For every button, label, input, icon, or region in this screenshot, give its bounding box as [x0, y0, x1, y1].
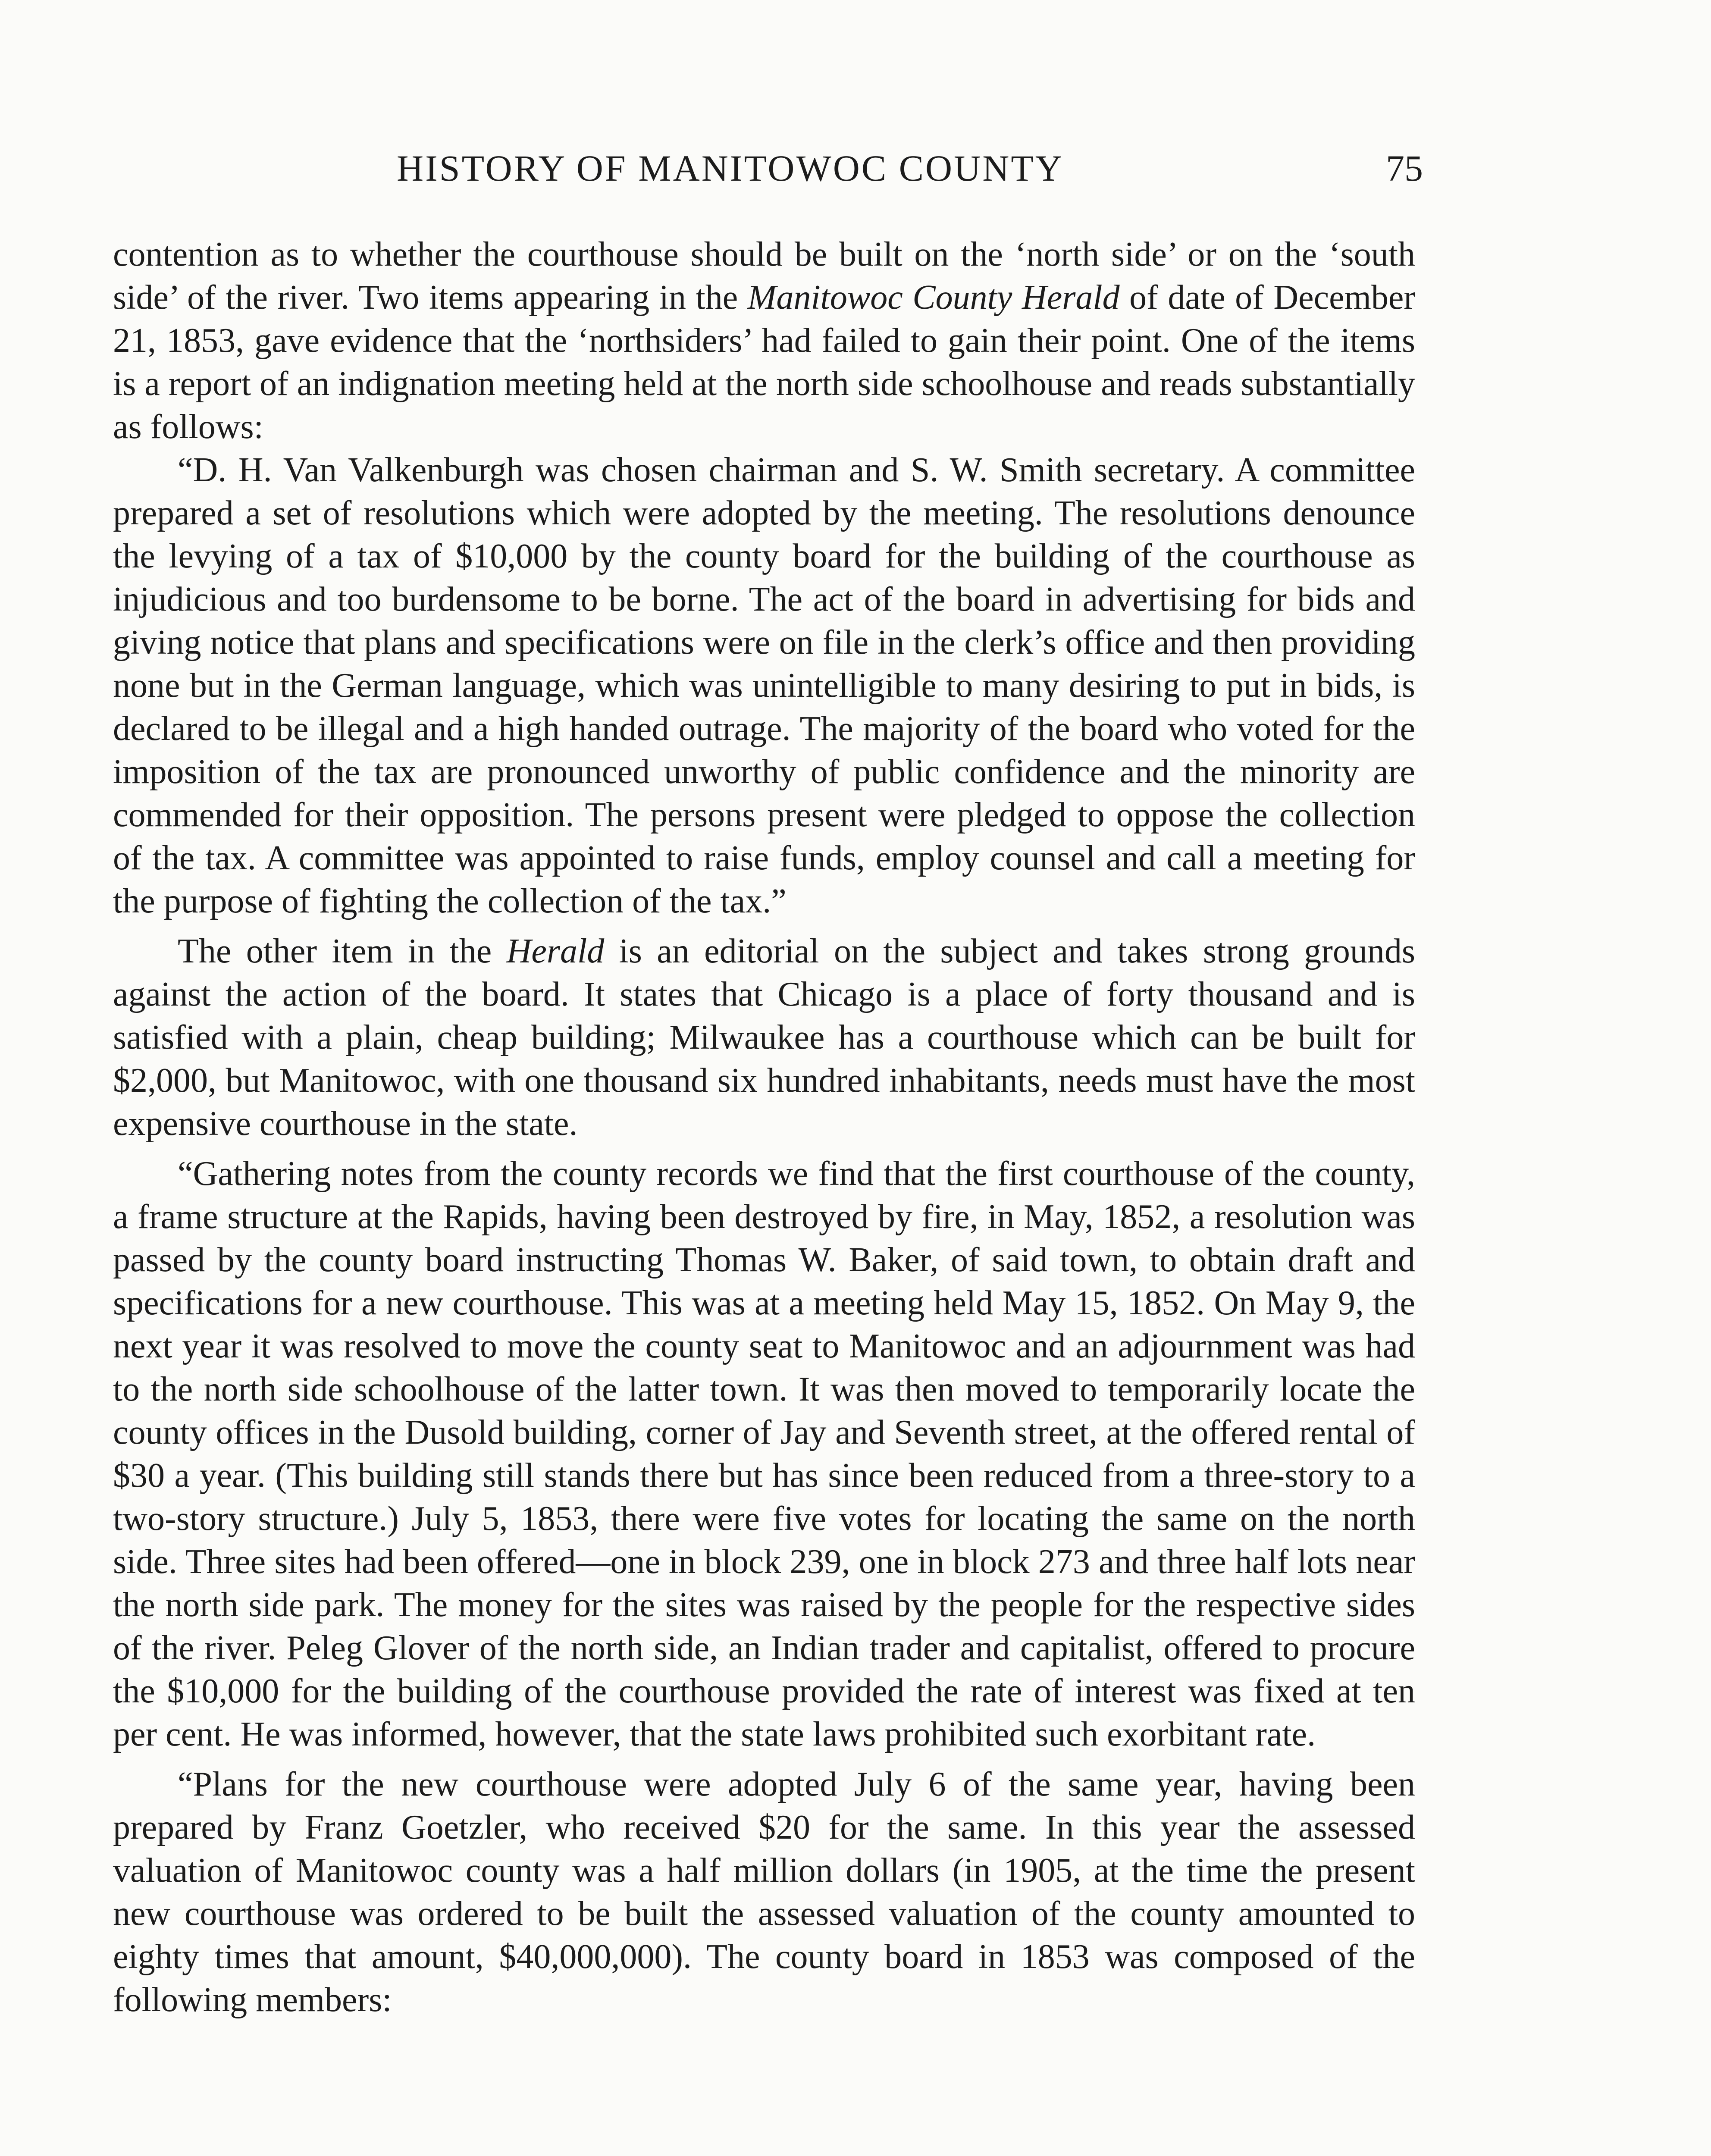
paragraph-4: “Gathering notes from the county records we find that the first courthouse of the county, a frame structure at the Rapids, having been destroyed by fire, in May, 1852, a resolution was passed by the county board instructing Thomas W. Baker, of said town, to obtain draft and specifications for a new courthouse. This was at a meeting held May 15, 1852. On May 9, the next year it was resolved to move the county seat to Manitowoc and an adjournment was had to the north side schoolhouse of the latter town. It was then moved to temporarily locate the county offices in the Dusold building, corner of Jay and Seventh street, at the offered rental of $30 a year. (This building still stands there but has since been reduced from a three-story to a two-story structure.) July 5, 1853, there were five votes for locating the same on the north side. Three sites had been offered—one in block 239, one in block 273 and three half lots near the north side park. The money for the sites was raised by the people for the respective sides of the river. Peleg Glover of the north side, an Indian trader and capitalist, offered to procure the $10,000 for the building of the courthouse provided the rate of interest was fixed at ten per cent. He was informed, however, that the state laws prohibited such exorbitant rate. — [113, 1155, 1415, 1753]
paragraph-2: “D. H. Van Valkenburgh was chosen chairman and S. W. Smith secretary. A committee prepared a set of resolutions which were adopted by the meeting. The resolutions denounce the levying of a tax of $10,000 by the county board for the building of the courthouse as injudicious and too burdensome to be borne. The act of the board in advertising for bids and giving notice that plans and specifications were on file in the clerk’s office and then providing none but in the German language, which was unintelligible to many desiring to put in bids, is declared to be illegal and a high handed outrage. The majority of the board who voted for the imposition of the tax are pronounced unworthy of public confidence and the minority are commended for their opposition. The persons present were pledged to oppose the collection of the tax. A committee was appointed to raise funds, employ counsel and call a meeting for the purpose of fighting the collection of the tax.” — [113, 451, 1415, 920]
paragraph-1-text-b: of date of December 21, 1853, gave evidence that the ‘northsiders’ had failed to gain their point. One of the items is a report of an indignation meeting held at the north side schoolhouse and reads substantially as follows: — [113, 279, 1416, 446]
newspaper-title-herald: Herald — [506, 932, 605, 970]
paragraph-3-text-a: The other item in the — [178, 932, 507, 970]
running-header — [112, 147, 1423, 198]
paragraph-1-text-a: contention as to whether the courthouse should be built on the ‘north side’ or on the ‘south side’ of the river. Two items appearing in the — [113, 235, 1415, 317]
paragraph-3-text-b: is an editorial on the subject and takes strong grounds against the action of the board. It states that Chicago is a place of forty thousand and is satisfied with a plain, cheap building; Milwaukee has a courthouse which can be built for $2,000, but Manitowoc, with one thousand six hundred inhabitants, needs must have the most expensive courthouse in the state. — [113, 932, 1415, 1143]
page-number: 75 — [1386, 147, 1423, 189]
paragraph-3 — [113, 930, 1415, 1145]
paragraph-1 — [113, 233, 1415, 448]
newspaper-title-manitowoc-county-herald: Manitowoc County Herald — [747, 279, 1120, 317]
paragraph-5: “Plans for the new courthouse were adopted July 6 of the same year, having been prepared by Franz Goetzler, who received $20 for the same. In this year the assessed valuation of Manitowoc county was a half million dollars (in 1905, at the time the present new courthouse was ordered to be built the assessed valuation of the county amounted to eighty times that amount, $40,000,000). The county board in 1853 was composed of the following members: — [113, 1765, 1415, 2019]
running-title: HISTORY OF MANITOWOC COUNTY — [397, 147, 1064, 189]
body-text — [113, 233, 1415, 2021]
